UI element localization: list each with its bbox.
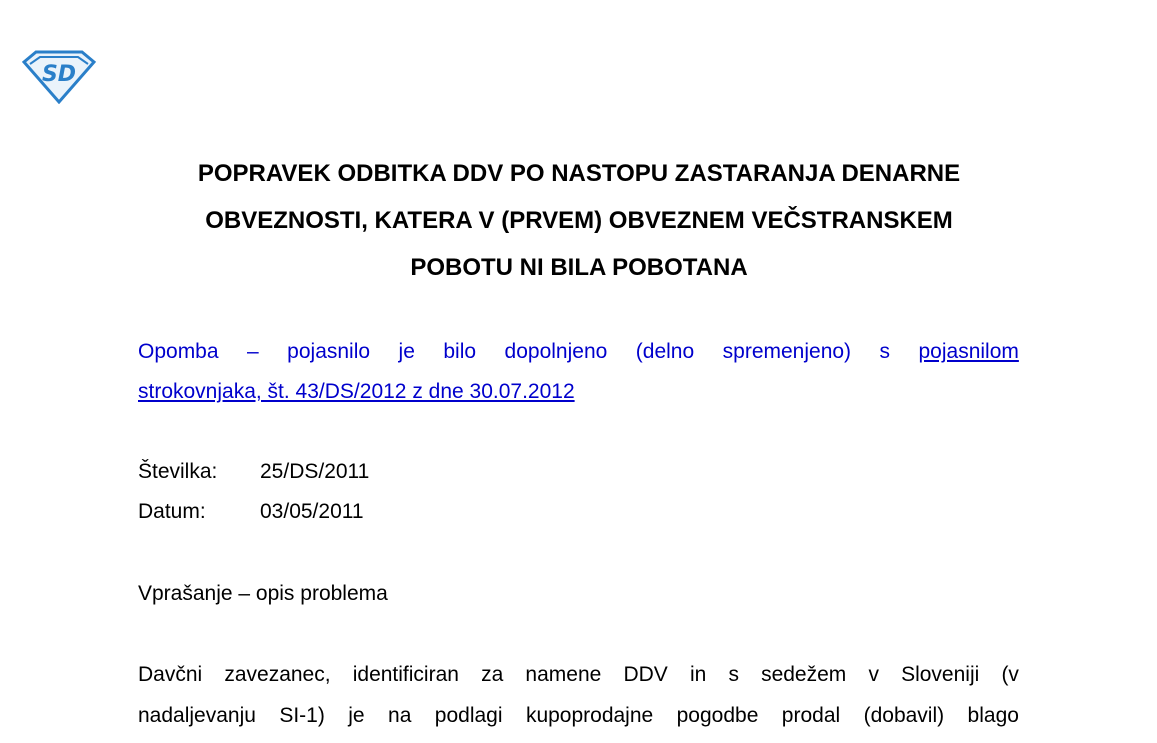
paragraph-line-2 <box>138 695 1019 736</box>
note-word: spremenjeno) <box>722 340 852 363</box>
title-line-3: POBOTU NI BILA POBOTANA <box>410 254 748 281</box>
note-word: Opomba <box>138 340 219 363</box>
paragraph-word: podlagi <box>434 704 503 727</box>
paragraph-word: kupoprodajne <box>525 704 654 727</box>
paragraph-word: za <box>481 663 504 686</box>
paragraph-word: v <box>868 663 879 686</box>
paragraph-word: (dobavil) <box>863 704 945 727</box>
paragraph-word: blago <box>967 704 1019 727</box>
paragraph-word: namene <box>525 663 602 686</box>
paragraph-word: s <box>728 663 739 686</box>
paragraph-word: zavezanec, <box>224 663 331 686</box>
body-paragraph <box>138 654 1019 736</box>
note-line-1 <box>138 332 1019 372</box>
document-meta <box>138 452 369 532</box>
shield-logo-icon <box>22 48 96 104</box>
note-word: (delno <box>635 340 695 363</box>
note-link-part-2[interactable]: strokovnjaka, št. 43/DS/2012 z dne 30.07.2012 <box>138 380 575 403</box>
meta-date-row <box>138 492 369 532</box>
paragraph-word: prodal <box>781 704 841 727</box>
logo <box>22 48 96 104</box>
number-value: 25/DS/2011 <box>260 460 370 483</box>
paragraph-word: pogodbe <box>676 704 759 727</box>
note-word: pojasnilo <box>287 340 371 363</box>
paragraph-word: identificiran <box>352 663 459 686</box>
title-line-2: OBVEZNOSTI, KATERA V (PRVEM) OBVEZNEM VEČSTRANSKEM <box>205 207 953 234</box>
paragraph-line-1 <box>138 654 1019 695</box>
paragraph-word: Davčni <box>138 663 203 686</box>
paragraph-word: sedežem <box>761 663 847 686</box>
paragraph-word: nadaljevanju <box>138 704 256 727</box>
paragraph-word: DDV <box>623 663 668 686</box>
paragraph-word: SI-1) <box>279 704 325 727</box>
note-block <box>138 332 1019 412</box>
number-label: Številka: <box>138 460 218 483</box>
note-word: je <box>398 340 415 363</box>
paragraph-word: je <box>348 704 365 727</box>
note-word: – <box>247 340 259 363</box>
meta-number-row <box>138 452 369 492</box>
logo-text: SD <box>41 62 77 87</box>
note-word: s <box>879 340 891 363</box>
paragraph-word: na <box>388 704 412 727</box>
title-line-1: POPRAVEK ODBITKA DDV PO NASTOPU ZASTARANJA DENARNE <box>197 160 961 187</box>
date-label: Datum: <box>138 500 206 523</box>
paragraph-word: in <box>689 663 707 686</box>
paragraph-word: (v <box>1001 663 1019 686</box>
document-title <box>130 150 1028 291</box>
note-link-part-1[interactable]: pojasnilom <box>918 340 1019 363</box>
paragraph-word: Sloveniji <box>901 663 980 686</box>
date-value: 03/05/2011 <box>260 500 364 523</box>
section-heading: Vprašanje – opis problema <box>138 582 388 605</box>
note-word: dopolnjeno <box>504 340 608 363</box>
note-word: bilo <box>443 340 477 363</box>
